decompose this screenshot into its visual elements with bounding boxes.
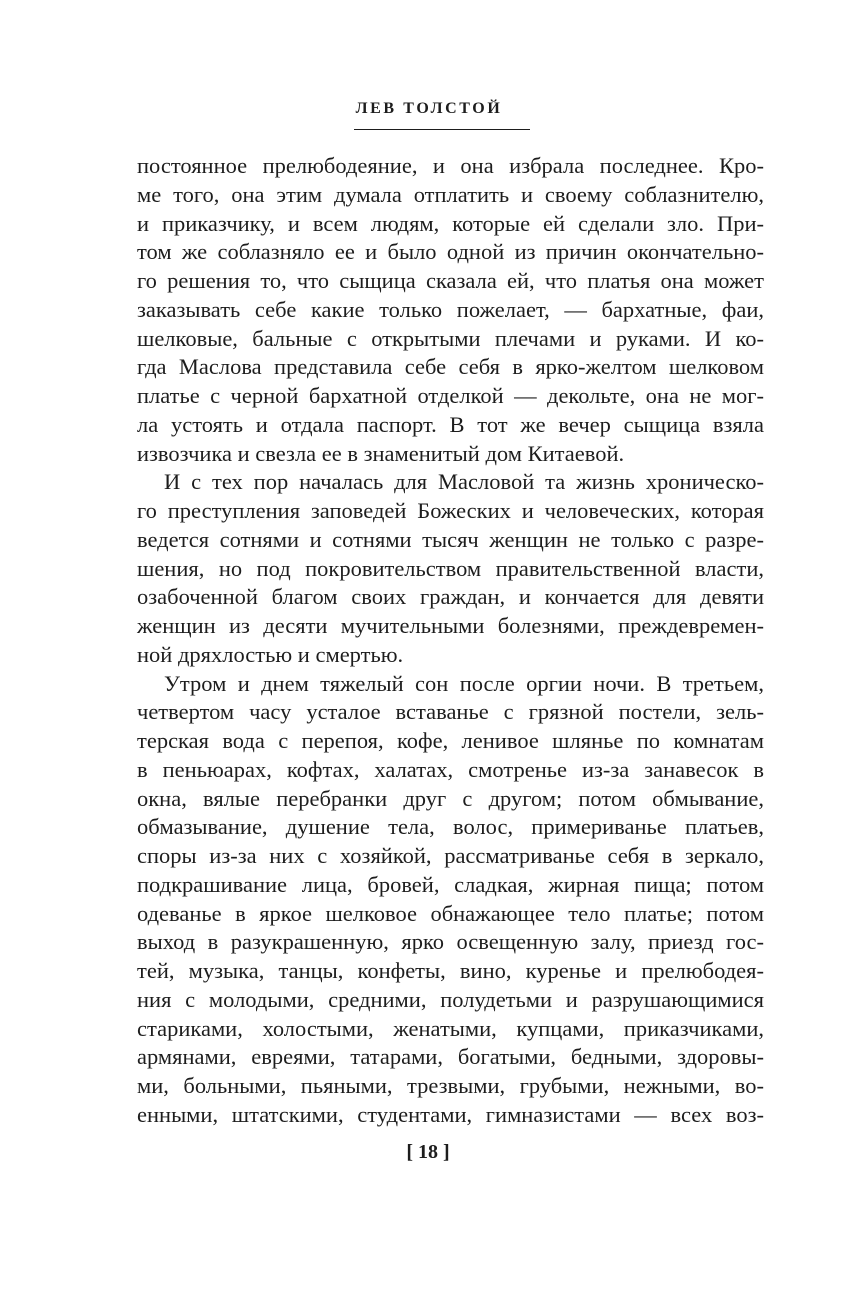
text-line: ми, больными, пьяными, трезвыми, грубыми, нежными, во- [137,1073,764,1098]
text-line: ной дряхлостью и смертью. [137,641,404,667]
text-line: извозчика и свезла ее в знаменитый дом Китаевой. [137,440,625,466]
text-line: и приказчику, и всем людям, которые ей сделали зло. При- [137,210,764,236]
text-line: озабоченной благом своих граждан, и кончается для девяти [137,584,764,610]
running-head [0,98,856,120]
text-line: тей, музыка, танцы, конфеты, вино, куренье и прелюбодея- [137,958,764,983]
text-line: обмазывание, душение тела, волос, примериванье платьев, [137,814,764,840]
text-line: шения, но под покровительством правительственной власти, [137,555,764,581]
text-line: И с тех пор началась для Масловой та жизнь хроническо- [164,469,764,495]
text-line: ния с молодыми, средними, полудетьми и разрушающимися [137,986,764,1012]
running-head-rule [354,129,530,130]
text-line: ла устоять и отдала паспорт. В тот же вечер сыщица взяла [137,411,764,437]
page-number: [ 18 ] [406,1141,450,1163]
text-line: го решения то, что сыщица сказала ей, что платья она может [137,268,764,293]
text-line: заказывать себе какие только пожелает, — бархатные, фаи, [137,296,764,322]
text-line: одеванье в яркое шелковое обнажающее тело платье; потом [137,900,764,926]
text-line: в пеньюарах, кофтах, халатах, смотренье из-за занавесок в [137,756,764,782]
text-line: окна, вялые перебранки друг с другом; потом обмывание, [137,785,764,811]
text-line: Утром и днем тяжелый сон после оргии ночи. В третьем, [164,670,764,696]
text-line: ведется сотнями и сотнями тысяч женщин не только с разре- [137,526,764,552]
body-text [137,152,764,1130]
text-line: шелковые, бальные с открытыми плечами и руками. И ко- [137,325,764,351]
text-line: ме того, она этим думала отплатить и своему соблазнителю, [137,181,764,207]
text-line: армянами, евреями, татарами, богатыми, бедными, здоровы- [137,1044,764,1070]
text-line: стариками, холостыми, женатыми, купцами, приказчиками, [137,1015,764,1041]
text-line: гда Маслова представила себе себя в ярко-желтом шелковом [137,354,764,380]
text-line: постоянное прелюбодеяние, и она избрала последнее. Кро- [137,153,764,178]
text-line: женщин из десяти мучительными болезнями, преждевремен- [137,613,764,638]
text-line: го преступления заповедей Божеских и человеческих, которая [137,498,764,523]
text-line: енными, штатскими, студентами, гимназистами — всех воз- [137,1101,764,1127]
text-line: том же соблазняло ее и было одной из причин окончательно- [137,239,764,265]
text-line: терская вода с перепоя, кофе, ленивое шлянье по комнатам [137,728,764,753]
text-line: платье с черной бархатной отделкой — декольте, она не мог- [137,383,764,408]
text-line: подкрашивание лица, бровей, сладкая, жирная пища; потом [137,871,764,897]
running-head-title: ЛЕВ ТОЛСТОЙ [355,100,503,117]
text-line: споры из-за них с хозяйкой, рассматриванье себя в зеркало, [137,843,764,868]
text-line: четвертом часу усталое вставанье с грязной постели, зель- [137,699,764,725]
text-line: выход в разукрашенную, ярко освещенную залу, приезд гос- [137,929,764,955]
